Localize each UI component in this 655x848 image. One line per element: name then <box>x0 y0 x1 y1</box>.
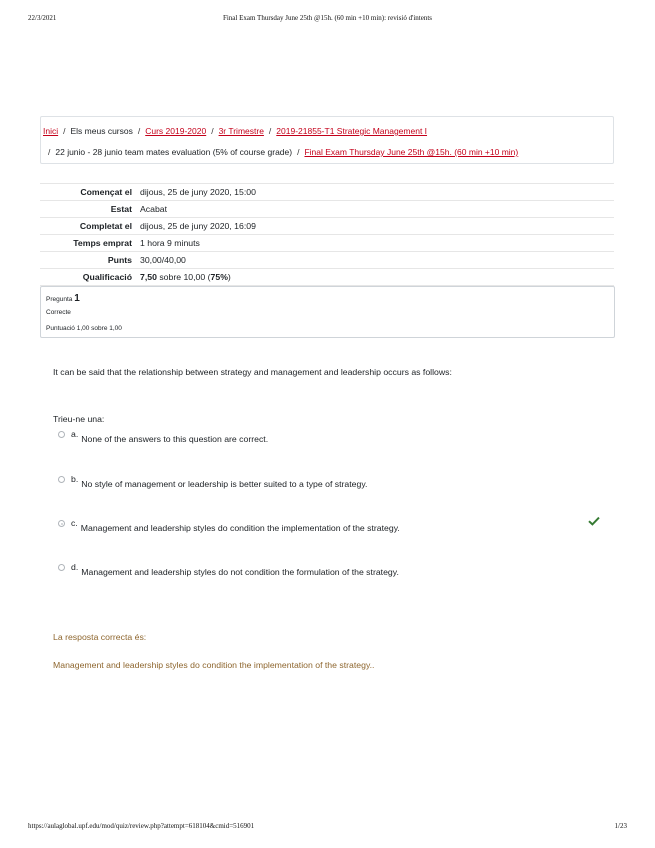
summary-row <box>40 218 614 235</box>
breadcrumb-separator: / <box>137 126 141 136</box>
summary-value: 1 hora 9 minuts <box>140 238 200 248</box>
print-footer <box>28 822 627 834</box>
question-number <box>46 293 80 304</box>
grade-out-of: sobre 10,00 ( <box>156 272 211 282</box>
breadcrumb-separator: / <box>63 126 66 136</box>
breadcrumb-row <box>48 147 518 157</box>
answer-letter: a. <box>71 429 79 439</box>
answer-letter: b. <box>71 474 79 484</box>
answer-text: Management and leadership styles do condition the implementation of the strategy. <box>80 523 400 533</box>
summary-value: dijous, 25 de juny 2020, 15:00 <box>140 187 256 197</box>
breadcrumb-row <box>43 126 427 136</box>
summary-label: Estat <box>110 204 132 214</box>
print-title: Final Exam Thursday June 25th @15h. (60 min +10 min): revisió d'intents <box>222 14 433 22</box>
summary-label: Completat el <box>79 221 132 231</box>
answer-text: Management and leadership styles do not condition the formulation of the strategy. <box>81 567 399 577</box>
grade-close: ) <box>227 272 231 282</box>
print-page-number: 1/23 <box>614 822 627 830</box>
breadcrumb-term-link[interactable]: 3r Trimestre <box>218 126 264 136</box>
summary-row <box>40 184 614 201</box>
summary-row <box>40 235 614 252</box>
check-icon <box>588 516 600 526</box>
question-state: Correcte <box>46 309 71 316</box>
summary-value: Acabat <box>140 204 168 214</box>
summary-label: Temps emprat <box>73 238 132 248</box>
question-grade: Puntuació 1,00 sobre 1,00 <box>46 325 122 332</box>
breadcrumb-my-courses: Els meus cursos <box>70 126 133 136</box>
breadcrumb-separator: / <box>297 147 300 157</box>
question-number-value: 1 <box>74 293 80 304</box>
breadcrumb <box>40 116 614 164</box>
question-text: It can be said that the relationship between strategy and management and leadership occurs as follows: <box>53 367 452 377</box>
attempt-summary-table <box>40 183 614 286</box>
grade-percent: 75% <box>210 272 228 282</box>
summary-row <box>40 252 614 269</box>
correct-answer-text: Management and leadership styles do condition the implementation of the strategy.. <box>53 660 375 670</box>
answer-text: No style of management or leadership is better suited to a type of strategy. <box>81 479 368 489</box>
summary-label: Qualificació <box>82 272 132 282</box>
breadcrumb-course-link[interactable]: 2019-21855-T1 Strategic Management I <box>276 126 428 136</box>
radio-button[interactable] <box>58 431 65 438</box>
radio-button[interactable] <box>58 564 65 571</box>
radio-button[interactable] <box>58 476 65 483</box>
radio-button-selected[interactable] <box>58 520 65 527</box>
grade-value <box>138 269 614 286</box>
breadcrumb-year-link[interactable]: Curs 2019-2020 <box>145 126 207 136</box>
question-label: Pregunta <box>46 296 73 303</box>
answer-option-b[interactable] <box>58 475 367 489</box>
print-date: 22/3/2021 <box>28 14 57 22</box>
answer-prompt: Trieu-ne una: <box>53 414 105 424</box>
breadcrumb-section: 22 junio - 28 junio team mates evaluation (5% of course grade) <box>55 147 293 157</box>
answer-option-d[interactable] <box>58 563 399 577</box>
summary-label: Començat el <box>80 187 132 197</box>
breadcrumb-separator: / <box>211 126 214 136</box>
answer-option-c[interactable] <box>58 519 400 533</box>
print-url: https://aulaglobal.upf.edu/mod/quiz/review.php?attempt=618104&cmid=516901 <box>28 822 255 830</box>
summary-value: dijous, 25 de juny 2020, 16:09 <box>140 221 256 231</box>
answer-letter: c. <box>71 518 78 528</box>
question-info-box <box>40 286 615 338</box>
answer-option-a[interactable] <box>58 430 268 444</box>
summary-row <box>40 201 614 218</box>
answer-letter: d. <box>71 562 79 572</box>
answer-text: None of the answers to this question are correct. <box>81 434 269 444</box>
grade-score: 7,50 <box>140 272 157 282</box>
breadcrumb-separator: / <box>268 126 272 136</box>
summary-label: Punts <box>107 255 132 265</box>
summary-row-grade <box>40 269 614 286</box>
breadcrumb-separator: / <box>48 147 51 157</box>
breadcrumb-home-link[interactable]: Inici <box>43 126 59 136</box>
breadcrumb-quiz-link[interactable]: Final Exam Thursday June 25th @15h. (60 min +10 min) <box>304 147 519 157</box>
print-header <box>28 14 627 26</box>
summary-value: 30,00/40,00 <box>140 255 186 265</box>
correct-answer-label: La resposta correcta és: <box>53 632 147 642</box>
